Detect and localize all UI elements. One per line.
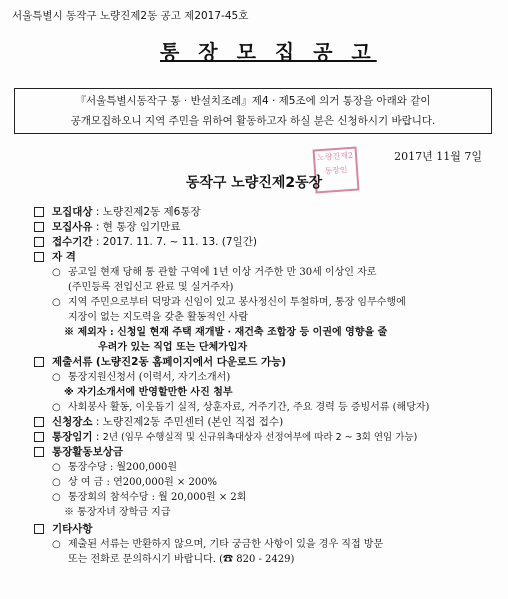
compensation-1: ○ 통장수당 : 월200,000원	[52, 462, 178, 473]
other-1: ○ 제출된 서류는 반환하지 않으며, 기타 궁금한 사항이 있을 경우 직접 방문 또는 전화로 문의하시기 바랍니다. (☎ 820 - 2429)	[52, 539, 384, 565]
intro-box	[14, 88, 492, 134]
bullet-circle-icon: ○	[52, 372, 61, 383]
checkbox-icon	[34, 357, 44, 367]
notice-number: 서울특별시 동작구 노량진제2동 공고 제2017-45호	[12, 10, 249, 22]
list-item-documents	[34, 355, 500, 370]
list-item-place: 신청장소 : 노량진제2동 주민센터 (본인 직접 접수)	[34, 415, 500, 430]
document-1: ○ 통장지원신청서 (이력서, 자기소개서)	[52, 372, 231, 383]
item-label: 자 격	[52, 251, 76, 263]
intro-line-1: 『서울특별시동작구 통 · 반설치조례』제4 · 제5조에 의거 통장을 아래와 같이	[75, 95, 431, 107]
exclusion-note: ※ 제외자 : 신청일 현재 주택 재개발 · 재건축 조합장 등 이권에 영향을 줄 우려가 있는 직업 또는 단체가입자	[64, 327, 388, 353]
notice-items	[34, 205, 500, 567]
bullet-circle-icon: ○	[52, 539, 61, 550]
checkbox-icon	[34, 432, 44, 442]
item-value: 2017. 11. 7. ~ 11. 13. (7일간)	[102, 236, 257, 248]
item-label: 통장활동보상금	[52, 446, 124, 458]
scholarship-note: ※ 통장자녀 장학금 지급	[64, 507, 171, 518]
item-label: 모집대상	[52, 206, 93, 218]
seal-text: 노량진제2동장인	[316, 150, 354, 176]
qualification-2: ○ 지역 주민으로부터 덕망과 신임이 있고 봉사정신이 투철하며, 통장 임무수행에 지장이 없는 지도력을 갖춘 활동적인 사람	[52, 297, 406, 323]
item-value: 노량진제2동 제6통장	[102, 206, 201, 218]
bullet-circle-icon: ○	[52, 477, 61, 488]
compensation-2: ○ 상 여 금 : 연200,000원 × 200%	[52, 477, 218, 488]
checkbox-icon	[34, 207, 44, 217]
item-label: 모집사유	[52, 221, 93, 233]
checkbox-icon	[34, 417, 44, 427]
bullet-circle-icon: ○	[52, 462, 61, 473]
page-title: 통 장 모 집 공 고	[160, 40, 377, 64]
document-photo-note: ※ 자기소개서에 반영할만한 사진 첨부	[64, 387, 233, 398]
notice-date: 2017년 11월 7일	[394, 150, 482, 163]
item-note: (노량진2동 홈페이지에서 다운로드 가능)	[95, 356, 287, 368]
item-label: 기타사항	[52, 523, 93, 535]
intro-line-2: 공개모집하오니 지역 주민을 위하여 활동하고자 하실 분은 신청하시기 바랍니다.	[70, 115, 436, 127]
list-item-term: 통장임기 : 2년 (임무 수행실적 및 신규위촉대상자 선정여부에 따라 2 ~ 3회 연임 가능)	[34, 430, 500, 445]
item-label: 신청장소	[52, 416, 93, 428]
item-label: 통장임기	[52, 431, 93, 443]
bullet-circle-icon: ○	[52, 267, 61, 278]
list-item-period: 접수기간 : 2017. 11. 7. ~ 11. 13. (7일간)	[34, 235, 500, 250]
list-item-target: 모집대상 : 노량진제2동 제6통장	[34, 205, 500, 220]
bullet-circle-icon: ○	[52, 402, 61, 413]
document-2: ○ 사회봉사 활동, 이웃돕기 실적, 상훈자료, 거주기간, 주요 경력 등 증빙서류 (해당자)	[52, 402, 430, 413]
bullet-circle-icon: ○	[52, 297, 61, 308]
checkbox-icon	[34, 252, 44, 262]
list-item-reason: 모집사유 : 현 통장 임기만료	[34, 220, 500, 235]
compensation-3: ○ 통장회의 참석수당 : 월 20,000원 × 2회	[52, 492, 247, 503]
checkbox-icon	[34, 237, 44, 247]
item-value: 현 통장 임기만료	[102, 221, 181, 233]
item-value: 노량진제2동 주민센터 (본인 직접 접수)	[102, 416, 284, 428]
item-value: 2년 (임무 수행실적 및 신규위촉대상자 선정여부에 따라 2 ~ 3회 연임 가능)	[102, 432, 418, 443]
list-item-qualification	[34, 250, 500, 265]
item-label: 접수기간	[52, 236, 93, 248]
list-item-other	[34, 522, 500, 537]
qualification-1: ○ 공고일 현재 당해 통 관할 구역에 1년 이상 거주한 만 30세 이상인 자로 (주민등록 전입신고 완료 및 실거주자)	[52, 267, 377, 293]
issuer-name: 동작구 노량진제2동장	[185, 175, 323, 191]
list-item-compensation	[34, 445, 500, 460]
checkbox-icon	[34, 222, 44, 232]
item-label: 제출서류	[52, 356, 93, 368]
checkbox-icon	[34, 524, 44, 534]
checkbox-icon	[34, 447, 44, 457]
bullet-circle-icon: ○	[52, 492, 61, 503]
